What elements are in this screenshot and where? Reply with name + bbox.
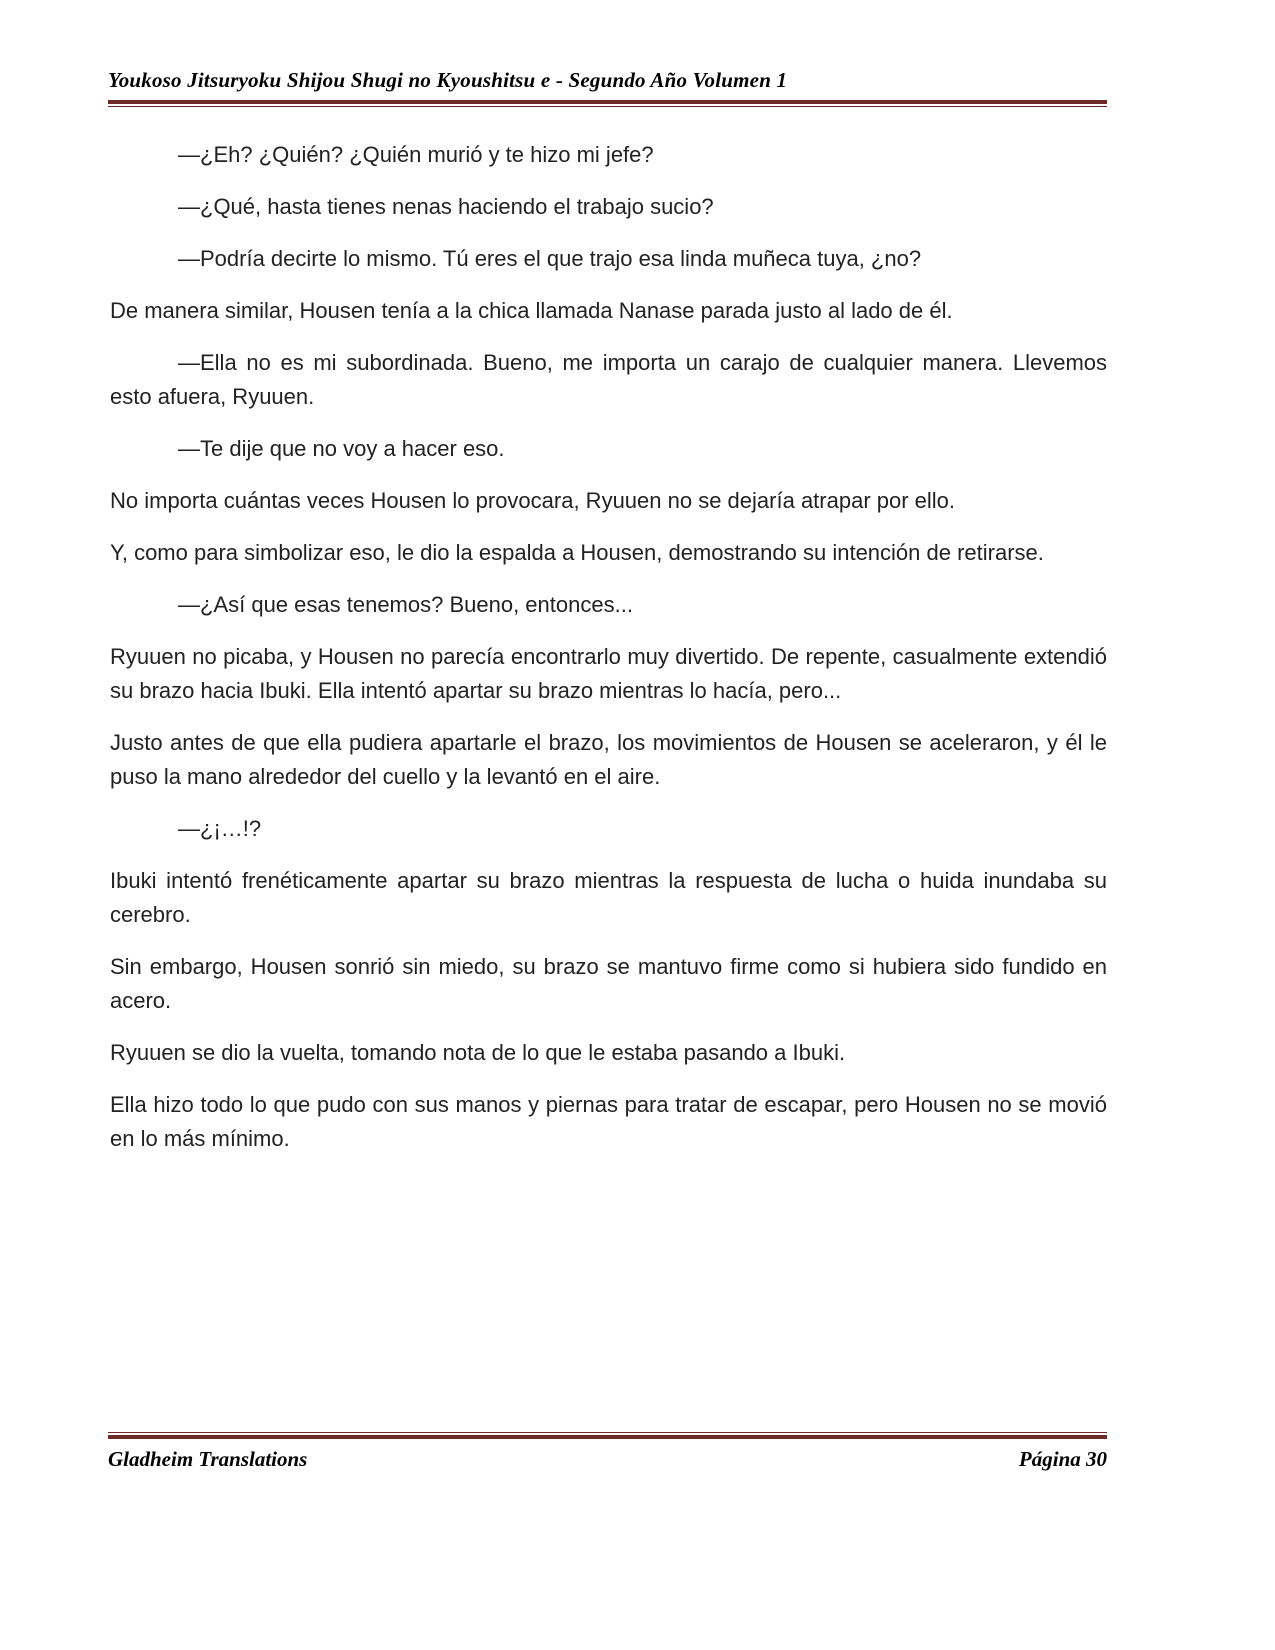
page-body	[110, 138, 1107, 1174]
paragraph: Y, como para simbolizar eso, le dio la espalda a Housen, demostrando su intención de retirarse.	[110, 540, 1044, 565]
page-footer	[108, 1425, 1107, 1472]
paragraph: Ryuuen se dio la vuelta, tomando nota de lo que le estaba pasando a Ibuki.	[110, 1040, 846, 1065]
paragraph: —Ella no es mi subordinada. Bueno, me importa un carajo de cualquier manera. Llevemos esto afuera, Ryuuen.	[110, 350, 1107, 409]
paragraph: Ella hizo todo lo que pudo con sus manos y piernas para tratar de escapar, pero Housen no se movió en lo más mínimo.	[110, 1092, 1107, 1151]
page-header	[108, 68, 1107, 107]
paragraph: —¿Qué, hasta tienes nenas haciendo el trabajo sucio?	[178, 194, 714, 219]
document-title: Youkoso Jitsuryoku Shijou Shugi no Kyoushitsu e - Segundo Año Volumen 1	[108, 68, 788, 92]
paragraph: —¿¡…!?	[178, 816, 262, 841]
footer-rule	[108, 1432, 1107, 1439]
footer-page-number: Página 30	[1018, 1447, 1107, 1471]
paragraph: —¿Eh? ¿Quién? ¿Quién murió y te hizo mi jefe?	[178, 142, 654, 167]
footer-translator: Gladheim Translations	[108, 1447, 308, 1471]
paragraph: Justo antes de que ella pudiera apartarle el brazo, los movimientos de Housen se aceleraron, y él le puso la mano alrededor del cuello y la levantó en el aire.	[110, 730, 1107, 789]
paragraph: Sin embargo, Housen sonrió sin miedo, su brazo se mantuvo firme como si hubiera sido fundido en acero.	[110, 954, 1107, 1013]
paragraph: —Podría decirte lo mismo. Tú eres el que trajo esa linda muñeca tuya, ¿no?	[178, 246, 922, 271]
paragraph: No importa cuántas veces Housen lo provocara, Ryuuen no se dejaría atrapar por ello.	[110, 488, 956, 513]
paragraph: De manera similar, Housen tenía a la chica llamada Nanase parada justo al lado de él.	[110, 298, 953, 323]
paragraph: —¿Así que esas tenemos? Bueno, entonces...	[178, 592, 633, 617]
paragraph: —Te dije que no voy a hacer eso.	[178, 436, 505, 461]
header-rule	[108, 100, 1107, 107]
paragraph: Ibuki intentó frenéticamente apartar su brazo mientras la respuesta de lucha o huida inundaba su cerebro.	[110, 868, 1107, 927]
paragraph: Ryuuen no picaba, y Housen no parecía encontrarlo muy divertido. De repente, casualmente extendió su brazo hacia Ibuki. Ella intentó apartar su brazo mientras lo hacía, pero...	[110, 644, 1107, 703]
